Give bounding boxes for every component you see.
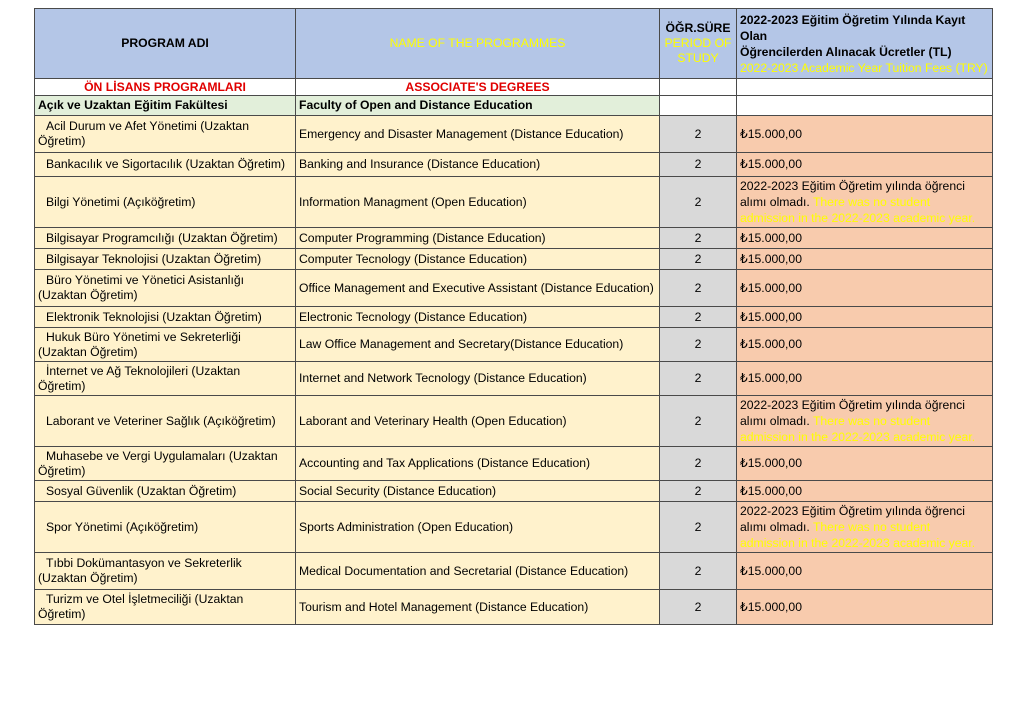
section-title-tr: ÖN LİSANS PROGRAMLARI <box>35 79 296 96</box>
program-name-tr <box>35 249 296 270</box>
program-name-tr <box>35 553 296 590</box>
note-tr-1: 2022-2023 Eğitim Öğretim yılında öğrenci <box>740 398 965 412</box>
note-en-1: There was no student <box>812 520 931 534</box>
program-name-en: Office Management and Executive Assistant (Distance Education) <box>296 270 660 307</box>
note-tr-2: alımı olmadı. <box>740 195 810 209</box>
study-period: 2 <box>660 228 737 249</box>
program-name-tr-line2: (Uzaktan Öğretim) <box>38 344 138 359</box>
study-period: 2 <box>660 553 737 590</box>
table-row <box>35 447 993 481</box>
program-name-tr-line1: Hukuk Büro Yönetimi ve Sekreterliği <box>46 329 241 344</box>
program-name-tr-line1: Bilgisayar Programcılığı (Uzaktan Öğretim) <box>46 230 278 245</box>
tuition-fee: ₺15.000,00 <box>737 362 993 396</box>
header-period-tr: ÖĞR.SÜRE <box>665 21 731 35</box>
tuition-fee: ₺15.000,00 <box>737 553 993 590</box>
note-en-2: admission in the 2022-2023 academic year. <box>740 536 976 550</box>
study-period: 2 <box>660 328 737 362</box>
table-row <box>35 590 993 625</box>
program-name-tr-line2: (Uzaktan Öğretim) <box>38 288 138 302</box>
program-name-tr-line1: Tıbbi Dokümantasyon ve Sekreterlik <box>46 556 242 570</box>
program-name-tr-line1: Acil Durum ve Afet Yönetimi (Uzaktan <box>46 119 249 133</box>
note-tr-2: alımı olmadı. <box>740 520 810 534</box>
header-fee-en: 2022-2023 Academic Year Tuition Fees (TRY) <box>740 60 988 75</box>
program-name-tr <box>35 153 296 177</box>
header-period-en-2: STUDY <box>677 51 719 65</box>
faculty-blank-fee <box>737 96 993 116</box>
study-period: 2 <box>660 396 737 447</box>
program-name-en: Computer Tecnology (Distance Education) <box>296 249 660 270</box>
program-name-en: Electronic Tecnology (Distance Education) <box>296 307 660 328</box>
program-name-tr-line1: Turizm ve Otel İşletmeciliği (Uzaktan <box>46 592 244 606</box>
section-row <box>35 79 993 96</box>
note-en-2: admission in the 2022-2023 academic year. <box>740 211 976 225</box>
faculty-blank-period <box>660 96 737 116</box>
section-blank-period <box>660 79 737 96</box>
table-row <box>35 270 993 307</box>
study-period: 2 <box>660 481 737 502</box>
program-name-en: Social Security (Distance Education) <box>296 481 660 502</box>
program-name-en: Emergency and Disaster Management (Distance Education) <box>296 116 660 153</box>
program-name-tr <box>35 270 296 307</box>
note-tr-1: 2022-2023 Eğitim Öğretim yılında öğrenci <box>740 179 965 193</box>
tuition-fee: ₺15.000,00 <box>737 249 993 270</box>
program-name-en: Laborant and Veterinary Health (Open Education) <box>296 396 660 447</box>
note-tr-1: 2022-2023 Eğitim Öğretim yılında öğrenci <box>740 504 965 518</box>
program-name-tr <box>35 177 296 228</box>
program-name-tr-line1: Sosyal Güvenlik (Uzaktan Öğretim) <box>46 483 237 498</box>
program-name-tr-line1: Elektronik Teknolojisi (Uzaktan Öğretim) <box>46 309 262 324</box>
header-fee-tr-1: 2022-2023 Eğitim Öğretim Yılında Kayıt Olan <box>740 12 966 43</box>
program-name-tr-line1: Laborant ve Veteriner Sağlık (Açıköğretim) <box>46 413 276 428</box>
tuition-fee: ₺15.000,00 <box>737 116 993 153</box>
program-name-tr <box>35 328 296 362</box>
program-name-tr <box>35 590 296 625</box>
table-row <box>35 249 993 270</box>
program-name-tr-line2: Öğretim) <box>38 607 86 621</box>
program-name-tr <box>35 502 296 553</box>
header-period <box>660 9 737 79</box>
program-name-tr-line1: Bankacılık ve Sigortacılık (Uzaktan Öğretim) <box>46 157 286 171</box>
note-tr-2: alımı olmadı. <box>740 414 810 428</box>
program-name-tr-line2: Öğretim) <box>38 134 86 148</box>
program-name-en: Tourism and Hotel Management (Distance Education) <box>296 590 660 625</box>
tuition-fee: ₺15.000,00 <box>737 481 993 502</box>
tuition-fee: ₺15.000,00 <box>737 590 993 625</box>
note-en-1: There was no student <box>812 195 931 209</box>
tuition-fee: ₺15.000,00 <box>737 307 993 328</box>
study-period: 2 <box>660 249 737 270</box>
table-row <box>35 228 993 249</box>
study-period: 2 <box>660 177 737 228</box>
section-blank-fee <box>737 79 993 96</box>
program-name-tr-line1: Bilgisayar Teknolojisi (Uzaktan Öğretim) <box>46 251 262 266</box>
header-program-en: NAME OF THE PROGRAMMES <box>296 9 660 79</box>
table-row <box>35 553 993 590</box>
header-fee <box>737 9 993 79</box>
study-period: 2 <box>660 447 737 481</box>
program-name-tr <box>35 307 296 328</box>
no-admission-note <box>737 177 993 228</box>
faculty-name-tr: Açık ve Uzaktan Eğitim Fakültesi <box>35 96 296 116</box>
table-row <box>35 328 993 362</box>
table-row <box>35 502 993 553</box>
header-row <box>35 9 993 79</box>
header-program-tr: PROGRAM ADI <box>35 9 296 79</box>
program-name-tr <box>35 362 296 396</box>
program-name-tr-line2: Öğretim) <box>38 378 86 393</box>
study-period: 2 <box>660 153 737 177</box>
program-name-tr-line2: (Uzaktan Öğretim) <box>38 571 138 585</box>
header-period-en-1: PERIOD OF <box>664 36 732 50</box>
program-name-tr-line1: Bilgi Yönetimi (Açıköğretim) <box>46 194 196 209</box>
study-period: 2 <box>660 270 737 307</box>
faculty-row <box>35 96 993 116</box>
program-name-en: Law Office Management and Secretary(Distance Education) <box>296 328 660 362</box>
study-period: 2 <box>660 116 737 153</box>
program-name-en: Medical Documentation and Secretarial (Distance Education) <box>296 553 660 590</box>
no-admission-note <box>737 502 993 553</box>
program-name-tr-line2: Öğretim) <box>38 463 86 478</box>
table-row <box>35 116 993 153</box>
tuition-fee: ₺15.000,00 <box>737 447 993 481</box>
program-name-en: Internet and Network Tecnology (Distance Education) <box>296 362 660 396</box>
table-row <box>35 307 993 328</box>
tuition-fee-table <box>34 8 993 625</box>
table-row <box>35 396 993 447</box>
program-name-tr <box>35 481 296 502</box>
table-row <box>35 362 993 396</box>
program-name-en: Computer Programming (Distance Education) <box>296 228 660 249</box>
table-row <box>35 177 993 228</box>
program-name-tr <box>35 116 296 153</box>
program-name-tr-line1: Büro Yönetimi ve Yönetici Asistanlığı <box>46 273 245 287</box>
tuition-fee: ₺15.000,00 <box>737 153 993 177</box>
program-name-tr <box>35 396 296 447</box>
table-row <box>35 153 993 177</box>
program-name-tr-line1: İnternet ve Ağ Teknolojileri (Uzaktan <box>46 363 241 378</box>
program-name-en: Accounting and Tax Applications (Distance Education) <box>296 447 660 481</box>
study-period: 2 <box>660 590 737 625</box>
program-name-tr-line1: Muhasebe ve Vergi Uygulamaları (Uzaktan <box>46 448 278 463</box>
study-period: 2 <box>660 307 737 328</box>
program-name-tr <box>35 228 296 249</box>
header-fee-tr-2: Öğrencilerden Alınacak Ücretler (TL) <box>740 44 952 59</box>
note-en-2: admission in the 2022-2023 academic year. <box>740 430 976 444</box>
program-name-en: Sports Administration (Open Education) <box>296 502 660 553</box>
table-row <box>35 481 993 502</box>
study-period: 2 <box>660 502 737 553</box>
tuition-fee: ₺15.000,00 <box>737 228 993 249</box>
faculty-name-en: Faculty of Open and Distance Education <box>296 96 660 116</box>
program-rows <box>35 116 993 625</box>
note-en-1: There was no student <box>812 414 931 428</box>
program-name-en: Information Managment (Open Education) <box>296 177 660 228</box>
study-period: 2 <box>660 362 737 396</box>
tuition-fee: ₺15.000,00 <box>737 328 993 362</box>
program-name-tr <box>35 447 296 481</box>
no-admission-note <box>737 396 993 447</box>
tuition-fee: ₺15.000,00 <box>737 270 993 307</box>
program-name-tr-line1: Spor Yönetimi (Açıköğretim) <box>46 519 199 534</box>
program-name-en: Banking and Insurance (Distance Education) <box>296 153 660 177</box>
section-title-en: ASSOCIATE'S DEGREES <box>296 79 660 96</box>
